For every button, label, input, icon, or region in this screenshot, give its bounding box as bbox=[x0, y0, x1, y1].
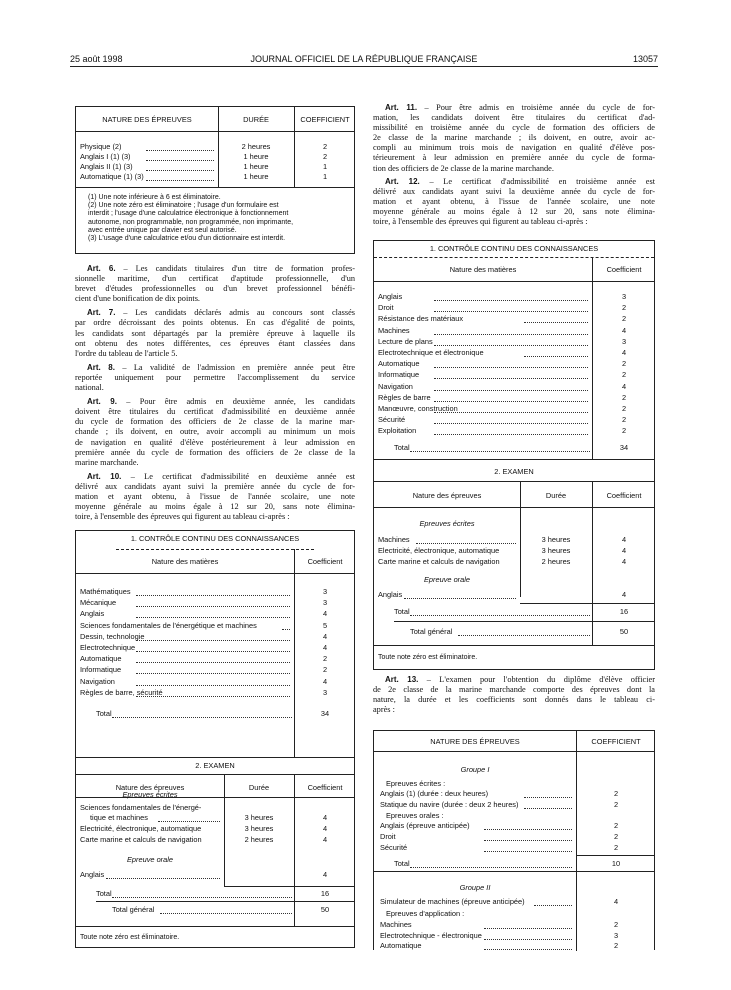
header-date: 25 août 1998 bbox=[70, 54, 123, 64]
row-coef: 2 bbox=[613, 941, 619, 950]
row-label: Statique du navire (durée : deux 2 heures) bbox=[380, 800, 519, 809]
row-coef: 5 bbox=[322, 620, 328, 630]
line-text: – Les candidats titulaires d'un titre de formation profes- bbox=[123, 264, 355, 273]
paragraph-line bbox=[373, 133, 655, 143]
col-header-coefficient: Coefficient bbox=[606, 265, 642, 274]
col-header-coefficient: Coefficient bbox=[307, 783, 343, 792]
row-label: Dessin, technologie bbox=[80, 631, 145, 641]
leader-dots bbox=[524, 790, 572, 798]
line-text: de 2e classe de la marine marchande comporte des épreuves dont la bbox=[373, 685, 655, 695]
paragraph-line bbox=[75, 448, 355, 458]
total-label: Total bbox=[394, 607, 410, 616]
line-text: térieurement à leur admission en première année du cycle de forma- bbox=[373, 153, 655, 163]
row-duree: 1 heure bbox=[243, 172, 269, 181]
article-number: Art. 9. bbox=[87, 397, 117, 407]
row-label: Mécanique bbox=[80, 598, 117, 608]
col-header-coefficient: Coefficient bbox=[307, 557, 343, 566]
paragraph-line bbox=[75, 512, 355, 522]
paragraph-line bbox=[75, 363, 355, 373]
line-text: les candidats sont départagés par la première épreuve à laquelle ils bbox=[75, 328, 355, 338]
line-text: – Les candidats déclarés admis au concours sont classés bbox=[123, 308, 355, 318]
exam-row-anglais bbox=[80, 870, 104, 880]
table-epreuves-1 bbox=[75, 106, 355, 254]
group-2-application: Epreuves d'application : bbox=[386, 909, 465, 918]
exam-label: Sciences fondamentales de l'énergé- bbox=[80, 803, 202, 812]
leader-dots bbox=[484, 822, 572, 830]
line-text: après : bbox=[373, 705, 395, 715]
line-text: mation, les candidats doivent être titulaires du certificat d'ad- bbox=[373, 113, 655, 123]
note-line: autonome, non programmable, non programmée, non imprimante, bbox=[88, 218, 294, 226]
paragraph-line bbox=[373, 177, 655, 187]
row-coef: 2 bbox=[613, 789, 619, 798]
leader-dots bbox=[434, 360, 588, 368]
line-text: cient d'une bonification de dix points. bbox=[75, 294, 201, 304]
row-coef: 3 bbox=[621, 292, 627, 301]
leader-dots bbox=[434, 394, 588, 402]
row-label: Règles de barre bbox=[378, 392, 431, 402]
line-text: compli au minimum trois mois de navigation en qualité d'élève pos- bbox=[373, 143, 655, 153]
exam-coef: 4 bbox=[621, 557, 627, 566]
leader-dots bbox=[282, 622, 290, 630]
total-label: Total bbox=[96, 889, 112, 898]
line-text: missibilité en troisième année du cycle de formation des officiers de bbox=[373, 123, 655, 133]
col-header-coefficient: COEFFICIENT bbox=[300, 115, 350, 124]
row-coef: 2 bbox=[613, 821, 619, 830]
paragraph-line bbox=[75, 284, 355, 294]
line-text: national. bbox=[75, 383, 104, 393]
leader-dots bbox=[434, 293, 588, 301]
article-number: Art. 10. bbox=[87, 471, 122, 481]
line-text: chande ; ils doivent, en outre, avoir accompli au minimum un mois bbox=[75, 427, 355, 437]
table-footer: Toute note zéro est éliminatoire. bbox=[378, 654, 478, 661]
leader-dots bbox=[146, 143, 214, 151]
leader-dots bbox=[484, 921, 572, 929]
row-coef: 3 bbox=[322, 587, 328, 596]
exam-coef: 4 bbox=[621, 535, 627, 544]
row-coef: 1 bbox=[322, 172, 328, 181]
exam-coef: 4 bbox=[322, 870, 328, 879]
line-text: – Le certificat d'admissibilité en deuxième année est bbox=[130, 471, 355, 481]
row-label: Droit bbox=[378, 303, 394, 313]
row-coef: 2 bbox=[621, 359, 627, 369]
article-paragraph bbox=[373, 103, 655, 174]
paragraph-line bbox=[373, 123, 655, 133]
col-header-duree: Durée bbox=[248, 783, 270, 792]
paragraph-line bbox=[373, 695, 655, 705]
paragraph-line bbox=[75, 417, 355, 427]
line-text: – Pour être admis en deuxième année, les candidats bbox=[126, 397, 355, 407]
article-number: Art. 13. bbox=[385, 675, 419, 684]
row-coef: 1 bbox=[322, 162, 328, 171]
paragraph-line bbox=[373, 217, 655, 227]
total-value: 16 bbox=[619, 607, 629, 616]
col-header-coefficient: COEFFICIENT bbox=[591, 737, 641, 746]
leader-dots bbox=[434, 371, 588, 379]
paragraph-line bbox=[75, 274, 355, 284]
article-paragraph bbox=[75, 397, 355, 468]
leader-dots bbox=[434, 405, 588, 413]
row-coef: 4 bbox=[621, 381, 627, 391]
leader-dots bbox=[434, 416, 588, 424]
section-title-controle: 1. CONTRÔLE CONTINU DES CONNAISSANCES bbox=[130, 534, 300, 543]
line-text: de navigation en qualité d'élève postérieurement à leur admission en bbox=[75, 437, 355, 447]
table-diplome bbox=[373, 730, 655, 950]
line-text: mation et ayant obtenu, à l'issue de l'année scolaire, une note bbox=[373, 196, 655, 206]
row-label: Anglais bbox=[80, 609, 105, 619]
leader-dots bbox=[484, 932, 572, 940]
table-notes bbox=[88, 194, 350, 243]
line-text: brevet d'études professionnelles ou d'un brevet professionnel bénéfi- bbox=[75, 284, 355, 294]
row-coef: 4 bbox=[621, 348, 627, 357]
paragraph-line bbox=[75, 427, 355, 437]
line-text: reportée uniquement pour permettre l'accomplissement du service bbox=[75, 372, 355, 382]
paragraph-line bbox=[75, 458, 355, 468]
line-text: – Pour être admis en troisième année du cycle de for- bbox=[424, 103, 655, 112]
row-label: Informatique bbox=[378, 370, 420, 380]
row-label: Anglais (1) (durée : deux heures) bbox=[380, 789, 489, 798]
row-coef: 2 bbox=[322, 654, 328, 664]
line-text: – Le certificat d'admissibilité en troisième année est bbox=[429, 176, 655, 186]
exam-coef: 4 bbox=[322, 835, 328, 844]
header-rule bbox=[70, 66, 658, 67]
row-label: Informatique bbox=[80, 665, 122, 675]
leader-dots bbox=[484, 833, 572, 841]
exam-name: Anglais bbox=[378, 590, 403, 599]
general-total-label: Total général bbox=[112, 905, 155, 914]
paragraph-line bbox=[373, 143, 655, 153]
paragraph-line bbox=[75, 264, 355, 274]
article-paragraph bbox=[373, 675, 655, 715]
row-label: Anglais II (1) (3) bbox=[80, 162, 133, 171]
exam-duree: 2 heures bbox=[541, 557, 571, 566]
leader-dots bbox=[434, 383, 588, 391]
row-coef: 2 bbox=[322, 665, 328, 675]
row-duree: 2 heures bbox=[241, 142, 271, 151]
line-text: 2e classe de la marine marchande ; ils doivent, en outre, avoir ac- bbox=[373, 133, 655, 143]
group-1-ecrites: Epreuves écrites : bbox=[386, 779, 446, 788]
col-header-matieres: Nature des matières bbox=[449, 265, 517, 274]
leader-dots bbox=[136, 644, 290, 652]
paragraph-line bbox=[373, 675, 655, 685]
row-label: Machines bbox=[380, 920, 412, 929]
leader-dots bbox=[136, 689, 290, 697]
subheading-orale: Epreuve orale bbox=[423, 575, 470, 584]
row-coef: 4 bbox=[322, 631, 328, 641]
group-1-orales: Epreuves orales : bbox=[386, 811, 444, 820]
line-text: ont obtenu des notes différentes, ces épreuves étant classées dans bbox=[75, 338, 355, 348]
row-label: Navigation bbox=[378, 381, 413, 391]
paragraph-line bbox=[75, 472, 355, 482]
row-coef: 3 bbox=[322, 598, 328, 608]
exam-duree: 3 heures bbox=[244, 813, 274, 822]
table-troisieme-annee bbox=[373, 240, 655, 670]
row-coef: 2 bbox=[621, 426, 627, 436]
col-header-coefficient: Coefficient bbox=[606, 491, 642, 500]
section-title-examen: 2. EXAMEN bbox=[494, 467, 534, 476]
article-paragraph bbox=[75, 264, 355, 304]
row-coef: 2 bbox=[613, 920, 619, 929]
row-label: Exploitation bbox=[378, 426, 417, 436]
leader-dots bbox=[112, 710, 292, 718]
paragraph-line bbox=[373, 197, 655, 207]
line-text: mation et ayant obtenu, à l'issue de l'année scolaire, une note bbox=[75, 492, 355, 502]
row-coef: 2 bbox=[613, 843, 619, 852]
g2-simulateur: Simulateur de machines (épreuve anticipée) bbox=[380, 897, 525, 906]
paragraph-line bbox=[75, 383, 355, 393]
line-text: nature, la durée et les coefficients sont donnés dans le tableau ci- bbox=[373, 695, 655, 705]
total-value: 34 bbox=[619, 443, 629, 452]
exam-duree: 3 heures bbox=[541, 535, 571, 544]
row-label: Navigation bbox=[80, 676, 115, 686]
row-coef: 4 bbox=[322, 676, 328, 686]
exam-duree: 3 heures bbox=[244, 824, 274, 833]
general-total-value: 50 bbox=[320, 905, 330, 914]
row-label: Sécurité bbox=[378, 415, 406, 425]
line-text: sionnelle maritime, d'un certificat d'aptitude professionnelle, d'un bbox=[75, 274, 355, 284]
group-2-title: Groupe II bbox=[459, 883, 491, 892]
row-coef: 3 bbox=[613, 930, 619, 940]
paragraph-line bbox=[373, 685, 655, 695]
col-header-epreuves: Nature des épreuves bbox=[412, 491, 482, 500]
paragraph-line bbox=[75, 502, 355, 512]
leader-dots bbox=[158, 814, 220, 822]
leader-dots bbox=[146, 173, 214, 181]
section-title-controle: 1. CONTRÔLE CONTINU DES CONNAISSANCES bbox=[429, 244, 599, 253]
line-text: moyenne générale au moins égale à 12 sur 20, sans note élimina- bbox=[75, 502, 355, 512]
line-text: délivré aux candidats ayant suivi la première année du cycle de for- bbox=[75, 481, 355, 491]
row-duree: 1 heure bbox=[243, 162, 269, 171]
paragraph-line bbox=[373, 103, 655, 113]
note-line: avec entrée unique par clavier est seul autorisé. bbox=[88, 226, 237, 234]
row-label: Lecture de plans bbox=[378, 336, 433, 346]
exam-label-cont: tique et machines bbox=[90, 813, 148, 822]
line-text: du cycle de formation des officiers de 2e classe de la marine mar- bbox=[75, 417, 355, 427]
leader-dots bbox=[524, 349, 588, 357]
article-paragraph bbox=[75, 472, 355, 522]
exam-label: Electricité, électronique, automatique bbox=[378, 546, 500, 555]
subheading-ecrites: Epreuves écrites bbox=[419, 519, 475, 528]
row-coef: 2 bbox=[621, 370, 627, 380]
row-label: Automatique (1) (3) bbox=[80, 172, 144, 181]
article-number: Art. 8. bbox=[87, 362, 115, 372]
row-label: Automatique bbox=[380, 941, 422, 950]
row-label: Electrotechnique - électronique bbox=[380, 930, 482, 940]
group-1-title: Groupe I bbox=[460, 765, 490, 774]
paragraph-line bbox=[75, 438, 355, 448]
row-label: Manœuvre, construction bbox=[378, 404, 458, 413]
paragraph-line bbox=[373, 187, 655, 197]
line-text: – La validité de l'admission en première année peut être bbox=[122, 362, 355, 372]
exam-duree: 3 heures bbox=[541, 546, 571, 555]
row-coef: 2 bbox=[621, 314, 627, 324]
exam-duree: 2 heures bbox=[244, 835, 274, 844]
section-title-examen: 2. EXAMEN bbox=[195, 761, 235, 770]
paragraph-line bbox=[75, 349, 355, 359]
article-number: Art. 12. bbox=[385, 176, 420, 186]
article-paragraph bbox=[75, 308, 355, 358]
line-text: moyenne générale au moins égale à 12 sur 20, sans note élimina- bbox=[373, 206, 655, 216]
row-coef: 3 bbox=[621, 336, 627, 346]
row-label: Electrotechnique et électronique bbox=[378, 348, 484, 357]
line-text: toire, à l'ensemble des épreuves qui figurent au tableau ci-après : bbox=[75, 512, 290, 522]
row-coef: 2 bbox=[613, 800, 619, 809]
exam-name: Anglais bbox=[80, 870, 105, 879]
row-coef: 4 bbox=[322, 643, 328, 652]
col-header-duree: Durée bbox=[545, 491, 567, 500]
general-total-label: Total général bbox=[410, 627, 453, 636]
article-paragraph bbox=[373, 177, 655, 227]
leader-dots bbox=[410, 444, 590, 452]
col-header-duree: DURÉE bbox=[243, 115, 269, 124]
total-value: 16 bbox=[320, 889, 330, 898]
total-label: Total bbox=[394, 443, 410, 452]
leader-dots bbox=[434, 327, 588, 335]
header-title: JOURNAL OFFICIEL DE LA RÉPUBLIQUE FRANÇAISE bbox=[250, 54, 478, 64]
total-label: Total bbox=[394, 859, 410, 868]
subheading-orale: Epreuve orale bbox=[126, 855, 173, 864]
total-value: 10 bbox=[611, 859, 621, 868]
col-header-nature: NATURE DES ÉPREUVES bbox=[430, 737, 520, 746]
subheading-ecrites: Epreuves écrites bbox=[122, 790, 178, 799]
note-line: (2) Une note zéro est éliminatoire ; l'usage d'un formulaire est bbox=[88, 202, 279, 210]
leader-dots bbox=[136, 588, 290, 596]
row-label: Anglais (épreuve anticipée) bbox=[380, 821, 470, 830]
row-coef: 4 bbox=[322, 609, 328, 619]
row-label: Automatique bbox=[378, 359, 420, 369]
note-line: (3) L'usage d'une calculatrice et/ou d'un dictionnaire est interdit. bbox=[88, 235, 286, 243]
paragraph-line bbox=[373, 153, 655, 163]
paragraph-line bbox=[75, 407, 355, 417]
total-value: 34 bbox=[320, 709, 330, 718]
row-label: Sciences fondamentales de l'énergétique et machines bbox=[80, 620, 257, 630]
paragraph-line bbox=[75, 318, 355, 328]
line-text: tion des officiers de 2e classe de la marine marchande. bbox=[373, 163, 554, 173]
article-number: Art. 7. bbox=[87, 308, 116, 318]
leader-dots bbox=[416, 536, 516, 544]
row-label: Machines bbox=[378, 325, 410, 335]
exam-label: Electricité, électronique, automatique bbox=[80, 824, 202, 833]
row-label: Electrotechnique bbox=[80, 643, 136, 652]
exam-coef: 4 bbox=[322, 824, 328, 833]
paragraph-line bbox=[75, 492, 355, 502]
row-coef: 3 bbox=[322, 687, 328, 697]
paragraph-line bbox=[75, 373, 355, 383]
paragraph-line bbox=[75, 294, 355, 304]
row-label: Physique (2) bbox=[80, 142, 122, 151]
row-label: Droit bbox=[380, 832, 396, 841]
exam-label: Carte marine et calculs de navigation bbox=[80, 835, 202, 844]
paragraph-line bbox=[373, 705, 655, 715]
leader-dots bbox=[484, 844, 572, 852]
row-coef: 2 bbox=[613, 832, 619, 841]
leader-dots bbox=[524, 801, 572, 809]
paragraph-line bbox=[75, 482, 355, 492]
exam-label: Carte marine et calculs de navigation bbox=[378, 557, 500, 566]
leader-dots bbox=[136, 633, 290, 641]
col-header-nature: NATURE DES ÉPREUVES bbox=[102, 115, 192, 124]
row-coef: 2 bbox=[621, 303, 627, 313]
leader-dots bbox=[146, 163, 214, 171]
paragraph-line bbox=[75, 397, 355, 407]
row-label: Sécurité bbox=[380, 843, 408, 852]
row-coef: 2 bbox=[621, 415, 627, 425]
leader-dots bbox=[524, 315, 588, 323]
leader-dots bbox=[484, 942, 572, 950]
line-text: toire, à l'ensemble des épreuves qui figurent au tableau ci-après : bbox=[373, 217, 588, 227]
paragraph-line bbox=[75, 339, 355, 349]
row-label: Anglais I (1) (3) bbox=[80, 152, 131, 161]
article-number: Art. 11. bbox=[385, 103, 418, 112]
paragraph-line bbox=[373, 113, 655, 123]
row-label: Anglais bbox=[378, 292, 403, 301]
line-text: par ordre décroissant des points obtenus. En cas d'égalité de points, bbox=[75, 318, 355, 328]
leader-dots bbox=[136, 666, 290, 674]
table-footer: Toute note zéro est éliminatoire. bbox=[80, 934, 180, 941]
paragraph-line bbox=[373, 207, 655, 217]
line-text: – L'examen pour l'obtention du diplôme d'élève officier bbox=[426, 675, 655, 684]
g2-simulateur-coef: 4 bbox=[613, 897, 619, 906]
paragraph-line bbox=[75, 308, 355, 318]
exam-coef: 4 bbox=[621, 546, 627, 555]
header-page-number: 13057 bbox=[632, 54, 658, 64]
col-header-epreuves: Nature des épreuves bbox=[115, 783, 185, 792]
col-header-matieres: Nature des matières bbox=[151, 557, 219, 566]
line-text: doivent être titulaires du certificat d'admissibilité en deuxième année bbox=[75, 407, 355, 417]
row-label: Résistance des matériaux bbox=[378, 314, 464, 324]
article-paragraph bbox=[75, 363, 355, 393]
row-coef: 4 bbox=[621, 325, 627, 335]
leader-dots bbox=[136, 599, 290, 607]
leader-dots bbox=[136, 610, 290, 618]
line-text: marine marchande. bbox=[75, 457, 139, 467]
row-coef: 2 bbox=[322, 142, 328, 151]
row-duree: 1 heure bbox=[243, 152, 269, 161]
article-number: Art. 6. bbox=[87, 264, 116, 273]
exam-label: Machines bbox=[378, 535, 410, 544]
exam-coef: 4 bbox=[322, 813, 328, 822]
line-text: l'ordre du tableau de l'article 5. bbox=[75, 348, 178, 358]
exam-coef: 4 bbox=[621, 590, 627, 599]
row-coef: 2 bbox=[621, 392, 627, 402]
leader-dots bbox=[434, 304, 588, 312]
leader-dots bbox=[434, 427, 588, 435]
line-text: délivré aux candidats ayant suivi la deuxième année du cycle de for- bbox=[373, 186, 655, 196]
paragraph-line bbox=[373, 164, 655, 174]
leader-dots bbox=[136, 678, 290, 686]
leader-dots bbox=[136, 655, 290, 663]
leader-dots bbox=[146, 153, 214, 161]
row-label: Automatique bbox=[80, 654, 122, 664]
note-line: interdit ; l'usage d'une calculatrice électronique à fonctionnement bbox=[88, 210, 289, 218]
table-deuxieme-annee bbox=[75, 530, 355, 948]
row-coef: 2 bbox=[322, 152, 328, 161]
line-text: première année du cycle de formation des officiers de 2e classe de la bbox=[75, 447, 355, 457]
row-coef: 2 bbox=[621, 404, 627, 413]
leader-dots bbox=[434, 338, 588, 346]
note-line: (1) Une note inférieure à 6 est éliminatoire. bbox=[88, 194, 221, 201]
total-label: Total bbox=[96, 709, 112, 718]
general-total-value: 50 bbox=[619, 627, 629, 636]
row-label: Règles de barre, sécurité bbox=[80, 687, 163, 697]
row-label: Mathématiques bbox=[80, 587, 131, 596]
paragraph-line bbox=[75, 329, 355, 339]
exam-row-anglais bbox=[378, 590, 402, 600]
